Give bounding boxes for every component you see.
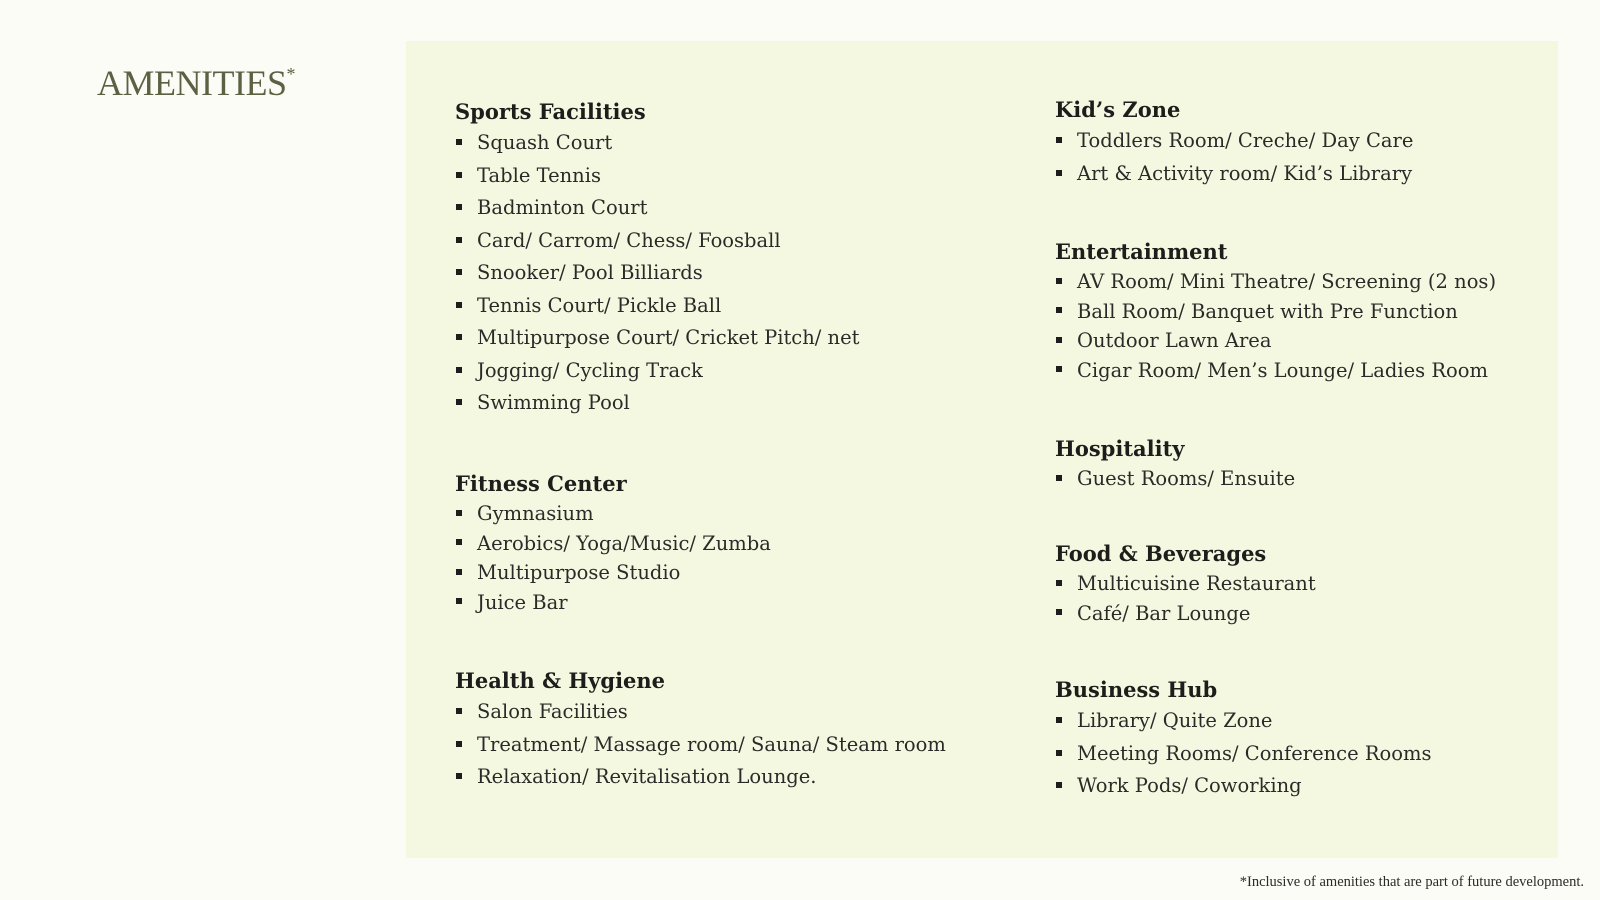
square-bullet-icon xyxy=(1056,609,1062,615)
amenity-item xyxy=(455,257,859,290)
amenity-label: Ball Room/ Banquet with Pre Function xyxy=(1077,299,1458,323)
amenity-label: Relaxation/ Revitalisation Lounge. xyxy=(477,765,817,788)
amenity-item xyxy=(1055,738,1432,771)
section-sports-facilities xyxy=(455,97,859,420)
section-heading: Fitness Center xyxy=(455,471,627,496)
amenity-item xyxy=(455,387,859,420)
amenity-label: Salon Facilities xyxy=(477,700,628,723)
section-heading: Sports Facilities xyxy=(455,99,646,124)
amenity-label: Multicuisine Restaurant xyxy=(1077,572,1316,595)
square-bullet-icon xyxy=(1056,750,1062,756)
amenity-label: Guest Rooms/ Ensuite xyxy=(1077,467,1296,490)
section-heading: Business Hub xyxy=(1055,677,1218,702)
amenity-label: Table Tennis xyxy=(477,163,601,187)
page-title xyxy=(97,62,295,104)
amenity-item xyxy=(1055,599,1316,629)
amenity-item xyxy=(455,355,859,388)
square-bullet-icon xyxy=(1056,278,1062,284)
amenity-label: Snooker/ Pool Billiards xyxy=(477,261,703,284)
section-heading: Health & Hygiene xyxy=(455,668,666,693)
amenity-label: Tennis Court/ Pickle Ball xyxy=(477,293,722,317)
amenity-label: Work Pods/ Coworking xyxy=(1077,774,1302,797)
amenity-label: Badminton Court xyxy=(477,196,648,219)
square-bullet-icon xyxy=(1056,580,1062,586)
amenity-label: Jogging/ Cycling Track xyxy=(477,358,703,382)
square-bullet-icon xyxy=(1056,137,1062,143)
amenity-item xyxy=(455,529,771,559)
amenity-item xyxy=(455,558,771,588)
section-kids-zone xyxy=(1055,95,1413,190)
square-bullet-icon xyxy=(456,139,462,145)
amenity-item xyxy=(1055,158,1413,191)
amenity-item xyxy=(1055,326,1496,356)
amenity-label: Cigar Room/ Men’s Lounge/ Ladies Room xyxy=(1077,358,1488,382)
square-bullet-icon xyxy=(1056,475,1062,481)
section-fitness-center xyxy=(455,469,771,617)
square-bullet-icon xyxy=(456,510,462,516)
square-bullet-icon xyxy=(1056,170,1062,176)
amenity-list xyxy=(455,499,771,617)
amenity-label: Café/ Bar Lounge xyxy=(1077,601,1251,625)
amenity-list xyxy=(1055,569,1316,628)
section-heading: Hospitality xyxy=(1055,436,1185,461)
amenity-label: Meeting Rooms/ Conference Rooms xyxy=(1077,741,1432,765)
amenity-label: Multipurpose Court/ Cricket Pitch/ net xyxy=(477,326,860,349)
amenity-item xyxy=(1055,125,1413,158)
amenity-label: Treatment/ Massage room/ Sauna/ Steam room xyxy=(477,732,946,756)
square-bullet-icon xyxy=(456,237,462,243)
amenity-label: Art & Activity room/ Kid’s Library xyxy=(1077,161,1413,185)
section-heading: Entertainment xyxy=(1055,239,1228,264)
square-bullet-icon xyxy=(1056,717,1062,723)
amenity-item xyxy=(455,696,946,729)
square-bullet-icon xyxy=(456,367,462,373)
amenity-item xyxy=(455,290,859,323)
square-bullet-icon xyxy=(456,302,462,308)
square-bullet-icon xyxy=(1056,782,1062,788)
square-bullet-icon xyxy=(456,334,462,340)
section-heading: Kid’s Zone xyxy=(1055,97,1181,122)
amenity-label: Multipurpose Studio xyxy=(477,561,681,584)
amenity-item xyxy=(455,322,859,355)
amenity-label: Library/ Quite Zone xyxy=(1077,709,1273,732)
square-bullet-icon xyxy=(1056,337,1062,343)
amenity-list xyxy=(1055,125,1413,190)
amenities-panel xyxy=(406,41,1558,858)
section-hospitality xyxy=(1055,434,1295,494)
section-entertainment xyxy=(1055,237,1496,385)
amenity-list xyxy=(455,127,859,420)
amenity-item xyxy=(1055,770,1432,803)
amenity-item xyxy=(455,588,771,618)
square-bullet-icon xyxy=(456,741,462,747)
square-bullet-icon xyxy=(456,773,462,779)
amenity-item xyxy=(455,729,946,762)
section-business-hub xyxy=(1055,675,1432,803)
amenity-item xyxy=(455,225,859,258)
amenity-item xyxy=(455,192,859,225)
amenity-label: Squash Court xyxy=(477,131,613,154)
square-bullet-icon xyxy=(1056,307,1062,313)
square-bullet-icon xyxy=(456,539,462,545)
amenity-list xyxy=(1055,464,1295,494)
square-bullet-icon xyxy=(456,708,462,714)
amenity-label: Gymnasium xyxy=(477,502,594,525)
amenity-label: Toddlers Room/ Creche/ Day Care xyxy=(1077,129,1414,152)
amenity-item xyxy=(1055,356,1496,386)
amenity-item xyxy=(455,160,859,193)
footnote: *Inclusive of amenities that are part of future development. xyxy=(1239,874,1584,890)
amenity-item xyxy=(455,761,946,794)
square-bullet-icon xyxy=(456,399,462,405)
amenity-label: Juice Bar xyxy=(477,590,568,614)
amenity-list xyxy=(1055,267,1496,385)
amenity-list xyxy=(455,696,946,794)
square-bullet-icon xyxy=(456,569,462,575)
amenity-item xyxy=(455,499,771,529)
square-bullet-icon xyxy=(456,204,462,210)
square-bullet-icon xyxy=(456,172,462,178)
amenity-item xyxy=(1055,705,1432,738)
square-bullet-icon xyxy=(456,598,462,604)
page-title-text: AMENITIES xyxy=(97,63,287,103)
section-health-hygiene xyxy=(455,666,946,794)
amenity-item xyxy=(455,127,859,160)
section-heading: Food & Beverages xyxy=(1055,541,1267,566)
amenity-item xyxy=(1055,267,1496,297)
amenity-label: Outdoor Lawn Area xyxy=(1077,329,1272,352)
square-bullet-icon xyxy=(456,269,462,275)
amenity-label: Aerobics/ Yoga/Music/ Zumba xyxy=(477,531,771,555)
amenity-item xyxy=(1055,297,1496,327)
amenity-label: AV Room/ Mini Theatre/ Screening (2 nos) xyxy=(1077,270,1497,293)
square-bullet-icon xyxy=(1056,366,1062,372)
amenity-item xyxy=(1055,464,1295,494)
amenity-label: Swimming Pool xyxy=(477,391,630,414)
amenity-item xyxy=(1055,569,1316,599)
section-food-beverages xyxy=(1055,539,1316,628)
amenity-label: Card/ Carrom/ Chess/ Foosball xyxy=(477,228,781,252)
title-asterisk: * xyxy=(286,64,295,84)
amenity-list xyxy=(1055,705,1432,803)
